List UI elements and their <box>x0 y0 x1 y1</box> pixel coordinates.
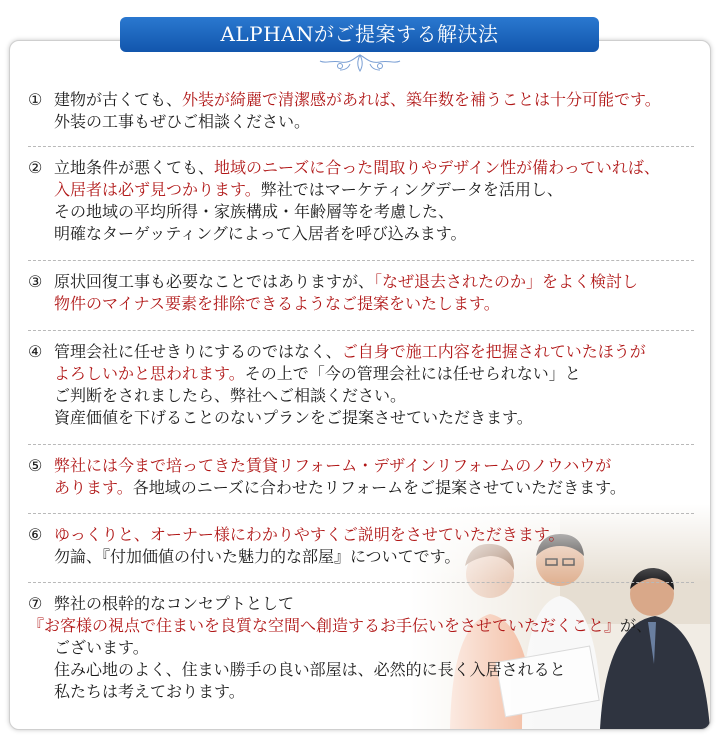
highlight-text: ご自身で施工内容を把握されていたほうが <box>341 342 646 361</box>
item-line <box>28 455 694 477</box>
item-line <box>28 363 694 385</box>
text-segment: 建物が古くても、 <box>54 90 183 109</box>
highlight-text: ゆっくりと、オーナー様にわかりやすくご説明をさせていただきます。 <box>54 525 565 544</box>
item-line <box>28 385 694 407</box>
flourish-ornament-icon <box>310 52 410 74</box>
highlight-text: 地域のニーズに合った間取りやデザイン性が備わっていれば、 <box>214 158 660 177</box>
item-line <box>28 271 694 293</box>
text-segment: その地域の平均所得・家族構成・年齢層等を考慮した、 <box>54 202 455 221</box>
item-line <box>28 637 694 659</box>
highlight-text: 入居者は必ず見つかります。 <box>54 180 261 199</box>
text-segment: ご判断をされましたら、弊社へご相談ください。 <box>54 386 407 405</box>
item-line <box>28 681 694 703</box>
item-line <box>28 615 694 637</box>
text-segment: 外装の工事もぜひご相談ください。 <box>54 112 311 131</box>
item-number: ⑦ <box>28 594 43 613</box>
solution-item-7 <box>28 593 694 703</box>
text-segment: その上で「今の管理会社には任せられない」と <box>244 364 581 383</box>
text-segment: 原状回復工事も必要なことではありますが、 <box>54 272 375 291</box>
item-line <box>28 223 694 245</box>
item-line <box>28 111 694 133</box>
text-segment: 勿論、『付加価値の付いた魅力的な部屋』についてです。 <box>54 547 461 566</box>
item-number: ③ <box>28 272 43 291</box>
highlight-text: あります。 <box>54 478 133 497</box>
item-line <box>28 201 694 223</box>
solution-item-6 <box>28 524 694 568</box>
divider <box>28 146 694 147</box>
text-segment: 弊社ではマーケティングデータを活用し、 <box>260 180 563 199</box>
item-number: ① <box>28 90 43 109</box>
divider <box>28 582 694 583</box>
divider <box>28 330 694 331</box>
item-number: ⑥ <box>28 525 43 544</box>
highlight-text: 物件のマイナス要素を排除できるようなご提案をいたします。 <box>54 294 500 313</box>
text-segment: 私たちは考えております。 <box>54 682 245 701</box>
item-line <box>28 293 694 315</box>
item-number: ⑤ <box>28 456 43 475</box>
item-line <box>28 477 694 499</box>
highlight-text: 「なぜ退去されたのか」をよく検討し <box>374 272 639 291</box>
solution-item-4 <box>28 341 694 429</box>
text-segment: 弊社の根幹的なコンセプトとして <box>54 594 295 613</box>
item-line <box>28 341 694 363</box>
solution-item-2 <box>28 157 694 245</box>
item-line <box>28 157 694 179</box>
highlight-text: 弊社には今まで培ってきた賃貸リフォーム・デザインリフォームのノウハウが <box>54 456 612 475</box>
item-line <box>28 179 694 201</box>
highlight-text: 『お客様の視点で住まいを良質な空間へ創造するお手伝いをさせていただくこと』 <box>28 616 621 635</box>
text-segment: 管理会社に任せきりにするのではなく、 <box>54 342 342 361</box>
solution-item-5 <box>28 455 694 499</box>
text-segment: 住み心地のよく、住まい勝手の良い部屋は、必然的に長く入居されると <box>54 660 566 679</box>
divider <box>28 513 694 514</box>
solutions-panel <box>9 40 711 730</box>
item-line <box>28 546 694 568</box>
item-line <box>28 89 694 111</box>
item-line <box>28 524 694 546</box>
divider <box>28 260 694 261</box>
item-line <box>28 593 694 615</box>
solution-item-3 <box>28 271 694 315</box>
divider <box>28 444 694 445</box>
text-segment: 立地条件が悪くても、 <box>54 158 215 177</box>
item-line <box>28 407 694 429</box>
solution-item-1 <box>28 89 694 133</box>
text-segment: 資産価値を下げることのないプランをご提案させていただきます。 <box>54 408 533 427</box>
highlight-text: 外装が綺麗で清潔感があれば、築年数を補うことは十分可能です。 <box>182 90 661 109</box>
item-number: ④ <box>28 342 43 361</box>
solution-list <box>10 41 710 729</box>
text-segment: が、 <box>620 616 653 635</box>
section-title: ALPHANがご提案する解決法 <box>120 17 599 52</box>
text-segment: 明確なターゲッティングによって入居者を呼び込みます。 <box>54 224 467 243</box>
text-segment: 各地域のニーズに合わせたリフォームをご提案させていただきます。 <box>132 478 626 497</box>
item-line <box>28 659 694 681</box>
highlight-text: よろしいかと思われます。 <box>54 364 245 383</box>
text-segment: ございます。 <box>54 638 149 657</box>
item-number: ② <box>28 158 43 177</box>
